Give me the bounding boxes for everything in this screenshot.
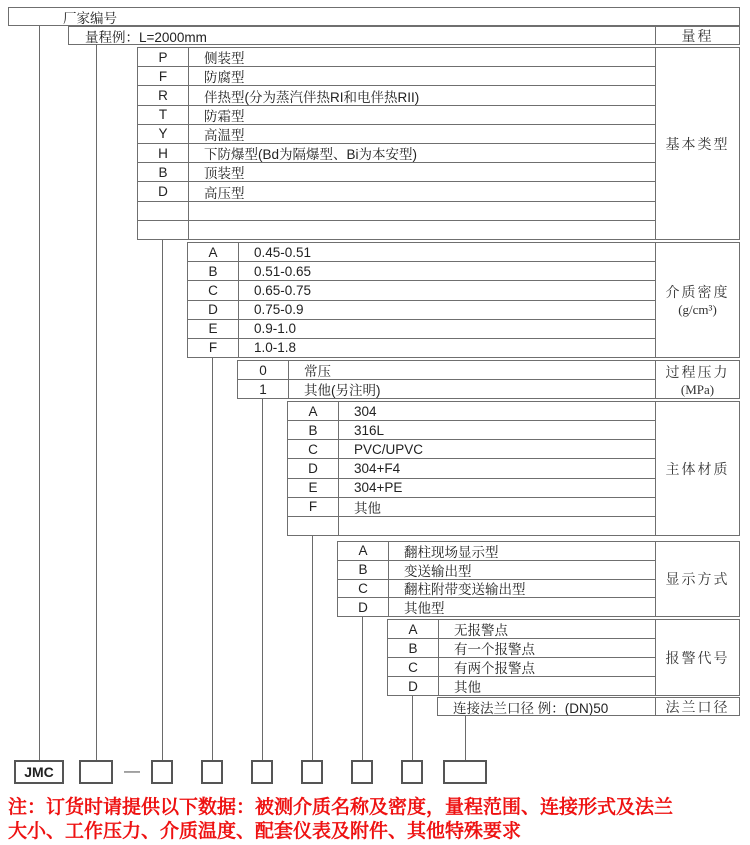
category-label: 基本类型 xyxy=(665,137,730,153)
code-box-range xyxy=(79,760,113,784)
code-cell: B xyxy=(338,561,389,579)
table-row xyxy=(138,48,655,66)
table-row xyxy=(238,379,655,398)
desc-cell: 其他(另注明) xyxy=(304,383,381,398)
connector-line-flange-size xyxy=(465,716,466,760)
desc-cell: 其他 xyxy=(454,680,481,695)
category-cell-display-mode xyxy=(655,542,739,616)
desc-cell: 0.51-0.65 xyxy=(254,263,312,279)
desc-cell: 有一个报警点 xyxy=(454,642,535,657)
code-cell: D xyxy=(188,301,239,319)
category-cell-flange-size xyxy=(655,698,739,715)
table-row xyxy=(238,361,655,379)
code-box-body-material xyxy=(301,760,323,784)
category-unit-label: (g/cm³) xyxy=(678,302,717,317)
section-alarm-code xyxy=(387,619,740,696)
code-cell xyxy=(138,221,189,239)
table-row xyxy=(338,597,655,616)
code-cell: D xyxy=(138,182,189,200)
model-prefix-box xyxy=(14,760,64,784)
code-cell: H xyxy=(138,144,189,162)
desc-cell: 高温型 xyxy=(204,127,245,143)
code-cell: Y xyxy=(138,125,189,143)
desc-cell: 侧装型 xyxy=(204,51,245,67)
alarm-code-rows xyxy=(388,620,655,695)
connector-line-basic-type xyxy=(162,240,163,760)
section-flange-size xyxy=(437,697,740,716)
code-cell: T xyxy=(138,106,189,124)
table-row xyxy=(288,439,655,458)
table-row xyxy=(188,261,655,280)
desc-cell: 0.75-0.9 xyxy=(254,302,304,318)
table-row xyxy=(138,181,655,200)
desc-cell: 316L xyxy=(354,422,385,438)
code-cell: D xyxy=(288,459,339,477)
table-row xyxy=(288,402,655,420)
connector-line-display-mode xyxy=(362,617,363,760)
code-box-basic-type xyxy=(151,760,173,784)
range-category-cell xyxy=(655,27,739,44)
display-mode-rows xyxy=(338,542,655,616)
code-cell: F xyxy=(288,498,339,516)
category-label: 主体材质 xyxy=(665,462,730,478)
code-cell: A xyxy=(338,542,389,560)
ordering-note xyxy=(8,796,748,844)
table-row xyxy=(188,338,655,357)
table-row xyxy=(138,143,655,162)
desc-cell: 0.9-1.0 xyxy=(254,321,297,337)
code-cell: F xyxy=(138,67,189,85)
desc-cell: 常压 xyxy=(304,364,331,379)
category-label: 显示方式 xyxy=(665,573,730,588)
desc-cell: 高压型 xyxy=(204,185,245,201)
code-cell: 1 xyxy=(238,380,289,398)
desc-cell: 翻柱附带变送输出型 xyxy=(404,582,526,598)
table-row xyxy=(388,620,655,638)
desc-cell: 下防爆型(Bd为隔爆型、Bi为本安型) xyxy=(204,147,418,163)
table-row xyxy=(188,300,655,319)
table-row xyxy=(438,698,655,715)
table-row xyxy=(138,162,655,181)
code-cell: B xyxy=(138,163,189,181)
code-cell: C xyxy=(388,658,439,676)
category-cell-medium-density xyxy=(655,243,739,357)
table-row xyxy=(288,497,655,516)
desc-cell: 1.0-1.8 xyxy=(254,340,297,356)
connector-line-range xyxy=(96,45,97,760)
code-box-medium-density xyxy=(201,760,223,784)
table-row xyxy=(338,560,655,579)
range-category-label: 量程 xyxy=(681,29,714,45)
desc-cell: 伴热型(分为蒸汽伴热RI和电伴热RII) xyxy=(204,89,420,105)
separator-glyph: — xyxy=(124,763,140,780)
flange-size-rows xyxy=(438,698,655,715)
section-basic-type xyxy=(137,47,740,240)
code-cell: P xyxy=(138,48,189,66)
table-row xyxy=(138,124,655,143)
range-row xyxy=(68,26,740,45)
code-cell: E xyxy=(288,479,339,497)
connector-line-process-pressure xyxy=(262,399,263,760)
table-row-empty xyxy=(138,201,655,220)
code-cell: C xyxy=(188,281,239,299)
code-cell: C xyxy=(338,580,389,598)
desc-cell: 304+F4 xyxy=(354,460,401,476)
code-box-flange-size xyxy=(443,760,487,784)
connector-line-factory-code xyxy=(39,26,40,760)
process-pressure-rows xyxy=(238,361,655,398)
ordering-note-line2: 大小、工作压力、介质温度、配套仪表及附件、其他特殊要求 xyxy=(8,821,522,842)
code-cell: 0 xyxy=(238,361,289,379)
desc-cell xyxy=(189,202,655,220)
code-cell xyxy=(138,202,189,220)
desc-cell: PVC/UPVC xyxy=(354,441,424,457)
desc-cell: 304+PE xyxy=(354,480,403,496)
category-label: 介质密度 xyxy=(665,286,730,301)
code-cell: A xyxy=(388,620,439,638)
code-box-alarm-code xyxy=(401,760,423,784)
category-cell-process-pressure xyxy=(655,361,739,398)
category-cell-basic-type xyxy=(655,48,739,239)
table-row xyxy=(188,319,655,338)
desc-cell: 304 xyxy=(354,403,377,419)
desc-cell: 无报警点 xyxy=(454,623,508,638)
table-row xyxy=(188,280,655,299)
table-row xyxy=(288,420,655,439)
connector-line-body-material xyxy=(312,536,313,760)
table-row xyxy=(138,105,655,124)
code-cell xyxy=(288,517,339,535)
category-unit-label: (MPa) xyxy=(680,381,715,397)
desc-cell xyxy=(189,221,655,239)
category-label: 法兰口径 xyxy=(665,700,730,716)
code-cell: A xyxy=(188,243,239,261)
code-cell: E xyxy=(188,320,239,338)
category-cell-alarm-code xyxy=(655,620,739,695)
desc-cell: 0.65-0.75 xyxy=(254,282,312,298)
table-row xyxy=(288,478,655,497)
code-cell: A xyxy=(288,402,339,420)
desc-cell: 顶装型 xyxy=(204,166,245,182)
category-label: 报警代号 xyxy=(665,651,730,667)
table-row xyxy=(138,85,655,104)
table-row xyxy=(338,542,655,560)
ordering-note-line1: 注：订货时请提供以下数据：被测介质名称及密度，量程范围、连接形式及法兰 xyxy=(8,797,674,818)
desc-cell: 防腐型 xyxy=(204,70,245,86)
model-prefix-label: JMC xyxy=(24,764,54,780)
desc-cell: 其他 xyxy=(354,500,381,516)
desc-cell: 连接法兰口径 例：(DN)50 xyxy=(453,700,609,715)
desc-cell: 变送输出型 xyxy=(404,563,472,579)
connector-line-medium-density xyxy=(212,358,213,760)
desc-cell: 防霜型 xyxy=(204,108,245,124)
code-box-process-pressure xyxy=(251,760,273,784)
category-cell-body-material xyxy=(655,402,739,535)
model-separator xyxy=(117,760,147,784)
range-example-text: 量程例：L=2000mm xyxy=(85,29,207,45)
code-cell: D xyxy=(338,598,389,616)
table-row xyxy=(138,66,655,85)
code-cell: R xyxy=(138,86,189,104)
table-row xyxy=(288,458,655,477)
code-cell: B xyxy=(288,421,339,439)
code-cell: F xyxy=(188,339,239,357)
code-cell: B xyxy=(388,639,439,657)
table-row-empty xyxy=(288,516,655,535)
code-cell: D xyxy=(388,677,439,695)
section-medium-density xyxy=(187,242,740,358)
desc-cell: 0.45-0.51 xyxy=(254,244,312,260)
table-row-empty xyxy=(138,220,655,239)
table-row xyxy=(388,657,655,676)
desc-cell xyxy=(339,517,655,535)
desc-cell: 翻柱现场显示型 xyxy=(404,544,499,560)
desc-cell: 有两个报警点 xyxy=(454,661,535,676)
table-row xyxy=(188,243,655,261)
table-row xyxy=(388,676,655,695)
section-body-material xyxy=(287,401,740,536)
medium-density-rows xyxy=(188,243,655,357)
code-box-display-mode xyxy=(351,760,373,784)
connector-line-alarm-code xyxy=(412,696,413,760)
code-cell: B xyxy=(188,262,239,280)
section-process-pressure xyxy=(237,360,740,399)
section-display-mode xyxy=(337,541,740,617)
table-row xyxy=(388,638,655,657)
body-material-rows xyxy=(288,402,655,535)
category-label: 过程压力 xyxy=(665,365,730,381)
table-row xyxy=(338,579,655,598)
factory-code-label: 厂家编号 xyxy=(63,10,117,26)
desc-cell: 其他型 xyxy=(404,601,445,616)
code-cell: C xyxy=(288,440,339,458)
basic-type-rows xyxy=(138,48,655,239)
factory-code-row xyxy=(8,7,740,26)
